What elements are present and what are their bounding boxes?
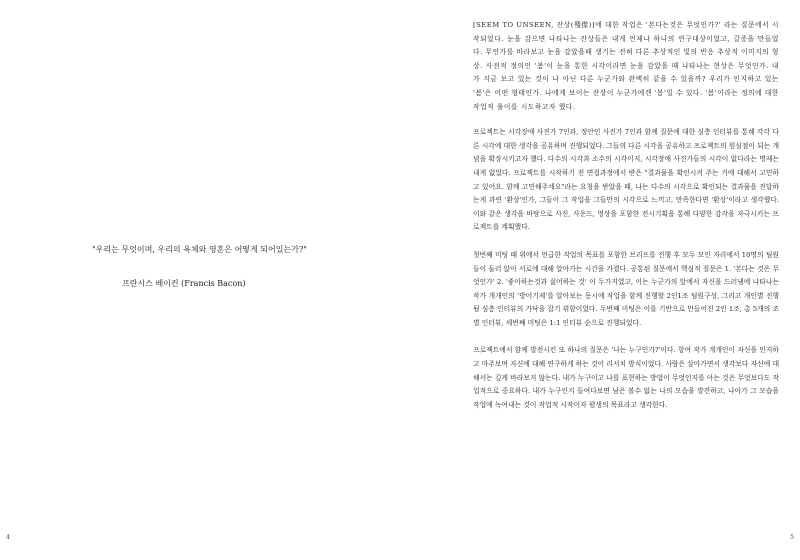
body-text-column — [473, 19, 779, 426]
epigraph-quote: "우리는 무엇이며, 우리의 욕체와 영혼은 어떻게 되어있는가?" — [92, 245, 307, 254]
paragraph-2: 프로젝트는 시각장애 사진가 7인과, 정안인 사진가 7인과 함께 질문에 대한 심층 인터뷰를 통해 각각 다른 시각에 대한 생각을 공유하며 진행되었다. 그들의 다른 시각을 공유하고 프로젝트의 원심점이 되는 개념을 확장시키고자 했다. 다수의 시각과 소수의 시각이지, 시각장애 사진가들의 시각이 없다라는 명제는 내게 없었다. 프로젝트를 시작하기 전 면접과정에서 받은 "결과물을 확인시켜 주는 거에 대해서 고민하고 있어요. 함께 고민해주세요"라는 요청을 받았을 때, 나는 다수의 시각으로 확인되는 결과물을 전달하는게 과연 '환상'인가, 그들이 그 작업을 그들만의 시각으로 느끼고, 만족한다면 '환상'이라고 생각했다. 이와 같은 생각을 바탕으로 사진, 사운드, 영상을 포함한 전시기획을 통해 다양한 감각을 자극시키는 프로젝트를 계획했다. — [473, 128, 780, 232]
page-number-right: 5 — [790, 534, 794, 541]
right-page — [400, 0, 800, 560]
epigraph-attribution: 프란시스 베이컨 (Francis Bacon) — [122, 279, 246, 288]
page-number-left: 4 — [6, 534, 10, 541]
paragraph-3: 첫번째 미팅 때 위에서 언급한 작업의 목표를 포함한 브리프를 진행 후 모두 모인 자리에서 10명의 팀원들이 둘러 앉아 서로에 대해 알아가는 시간을 가졌다. 공통된 질문에서 핵심적 질문은 1. '본다는 것은 무엇인가' 2. '좋아하는것과 싫어하는 것' 이 두가지였고, 이는 누군가의 앞에서 자신을 드러냄에 나타나는 작가 개개인의 '방어기제'를 알아보는 동시에 작업을 함께 진행할 2인1조 팀원구성, 그리고 개인별 진행될 심층 인터뷰의 가닥을 잡기 위함이었다. 두번째 미팅은 이를 기반으로 만들어진 2인 1조, 총 5개의 조별 인터뷰, 세번째 미팅은 1:1 인터뷰 순으로 진행되었다. — [473, 250, 779, 327]
paragraph-1: [SEEM TO UNSEEN, 잔상(殘像)]에 대한 작업은 '본다는것은 무엇인가?' 라는 질문에서 시작되었다. 눈을 감으면 나타나는 잔상들은 내게 언제나 하나의 연구대상이었고, 갈증을 만들었다. 무언가를 바라보고 눈을 감았을때 생기는 전혀 다른 추상적인 빛의 반응 추상적 이미지의 형상. 사전적 정의인 '봄'이 눈을 통한 시각이라면 눈을 감았을 때 나타나는 현상은 무엇인가. 내가 지금 보고 있는 것이 나 아닌 다른 누군가와 완벽히 같을 수 있을까? 우리가 인지하고 있는 '봄'은 어떤 형태인가. 나에게 보이는 잔상이 누군가에겐 '봄'일 수 있다. '봄'이라는 정의에 대한 작업적 풀이를 시도하고자 했다. — [473, 21, 779, 111]
paragraph-4: 프로젝트에서 함께 발전시킨 또 하나의 질문은 '나는 누구인가?'이다. 항여 작가 개개인이 자신을 인지하고 마주보며 자신에 대해 연구하게 하는 것이 리서치 방식이었다. 사람은 살아가면서 생각보다 자신에 대해서는 깊게 바라보지 않는다. 내가 누구이고 나를 표현하는 방법이 무엇인지를 아는 것은 무엇보다도 작업적으로 중요하다. 내가 누구인지 들여다보면 남은 볼수 없는 나의 모습을 발견하고, 나아가 그 모습을 작업에 녹여내는 것이 작업적 시작이자 평생의 목표라고 생각한다. — [473, 346, 780, 409]
